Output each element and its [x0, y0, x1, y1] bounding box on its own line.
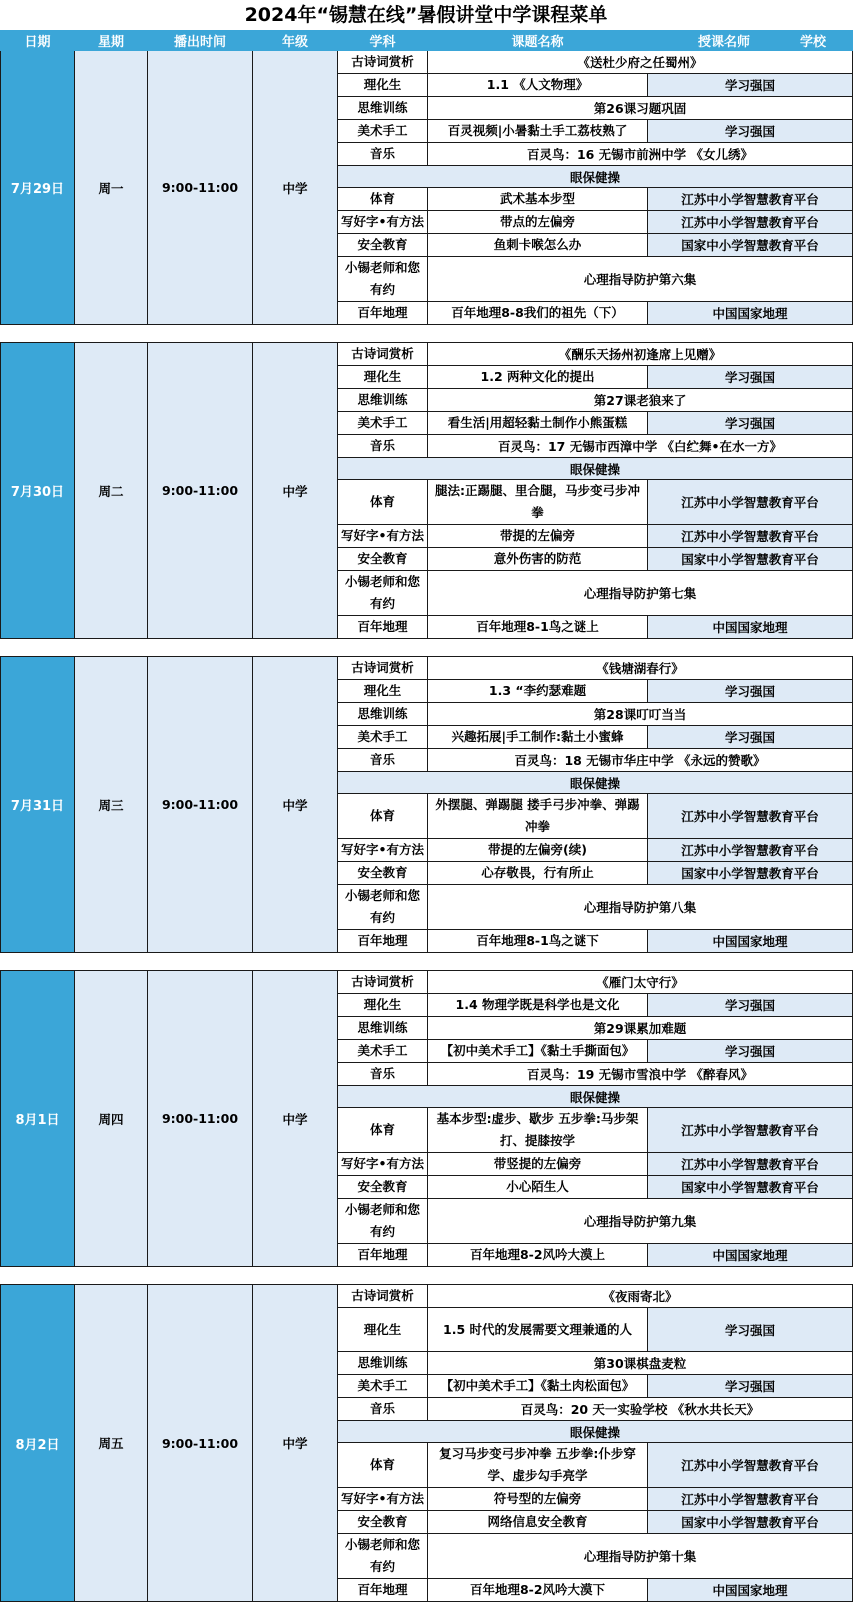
source-cell: 学习强国 — [648, 412, 853, 435]
topic-cell: 腿法:正踢腿、里合腿，马步变弓步冲拳 — [428, 480, 648, 525]
eye-exercise-cell: 眼保健操 — [338, 1086, 853, 1108]
subject-cell: 小锡老师和您有约 — [338, 257, 428, 302]
topic-cell: 心理指导防护第十集 — [428, 1534, 853, 1579]
day-gap — [1, 953, 853, 971]
header-row — [1, 31, 853, 51]
subject-cell: 小锡老师和您有约 — [338, 1534, 428, 1579]
topic-cell: 心存敬畏，行有所止 — [428, 862, 648, 885]
subject-cell: 安全教育 — [338, 234, 428, 257]
topic-cell: 1.2 两种文化的提出 — [428, 366, 648, 389]
course-row — [1, 657, 853, 680]
topic-cell: 心理指导防护第九集 — [428, 1199, 853, 1244]
topic-cell: 武术基本步型 — [428, 188, 648, 211]
topic-cell: 看生活|用超轻黏土制作小熊蛋糕 — [428, 412, 648, 435]
topic-cell: 1.4 物理学既是科学也是文化 — [428, 994, 648, 1017]
topic-cell: 《钱塘湖春行》 — [428, 657, 853, 680]
day-weekday: 周一 — [75, 51, 148, 325]
day-grade: 中学 — [253, 1285, 338, 1602]
day-grade: 中学 — [253, 343, 338, 639]
topic-cell: 百灵鸟：17 无锡市西漳中学 《白纻舞•在水一方》 — [428, 435, 853, 458]
header-date: 日期 — [1, 31, 75, 51]
header-teacher-school — [648, 31, 853, 51]
header-topic: 课题名称 — [428, 31, 648, 51]
eye-exercise-cell: 眼保健操 — [338, 458, 853, 480]
topic-cell: 意外伤害的防范 — [428, 548, 648, 571]
source-cell: 学习强国 — [648, 1040, 853, 1063]
subject-cell: 理化生 — [338, 74, 428, 97]
source-cell: 学习强国 — [648, 1308, 853, 1352]
subject-cell: 体育 — [338, 794, 428, 839]
subject-cell: 音乐 — [338, 1398, 428, 1421]
subject-cell: 思维训练 — [338, 1017, 428, 1040]
topic-cell: 《雁门太守行》 — [428, 971, 853, 994]
day-weekday: 周三 — [75, 657, 148, 953]
gap-cell — [1, 639, 853, 657]
source-cell: 国家中小学智慧教育平台 — [648, 1176, 853, 1199]
topic-cell: 百年地理8-1鸟之谜上 — [428, 616, 648, 639]
day-grade: 中学 — [253, 657, 338, 953]
subject-cell: 美术手工 — [338, 412, 428, 435]
subject-cell: 古诗词赏析 — [338, 657, 428, 680]
topic-cell: 带提的左偏旁 — [428, 525, 648, 548]
day-time: 9:00-11:00 — [148, 971, 253, 1267]
source-cell: 江苏中小学智慧教育平台 — [648, 1488, 853, 1511]
course-row — [1, 971, 853, 994]
topic-cell: 1.5 时代的发展需要文理兼通的人 — [428, 1308, 648, 1352]
day-gap — [1, 325, 853, 343]
subject-cell: 思维训练 — [338, 703, 428, 726]
topic-cell: 外摆腿、弹踢腿 搂手弓步冲拳、弹踢冲拳 — [428, 794, 648, 839]
topic-cell: 小心陌生人 — [428, 1176, 648, 1199]
source-cell: 中国国家地理 — [648, 616, 853, 639]
course-row — [1, 51, 853, 74]
topic-cell: 百年地理8-1鸟之谜下 — [428, 930, 648, 953]
day-date: 7月29日 — [1, 51, 75, 325]
subject-cell: 体育 — [338, 1443, 428, 1488]
subject-cell: 理化生 — [338, 366, 428, 389]
day-weekday: 周五 — [75, 1285, 148, 1602]
subject-cell: 音乐 — [338, 1063, 428, 1086]
subject-cell: 体育 — [338, 188, 428, 211]
topic-cell: 百灵鸟：18 无锡市华庄中学 《永远的赞歌》 — [428, 749, 853, 772]
topic-cell: 第30课棋盘麦粒 — [428, 1352, 853, 1375]
subject-cell: 古诗词赏析 — [338, 971, 428, 994]
source-cell: 学习强国 — [648, 1375, 853, 1398]
source-cell: 中国国家地理 — [648, 1579, 853, 1602]
source-cell: 中国国家地理 — [648, 1244, 853, 1267]
subject-cell: 写好字•有方法 — [338, 1153, 428, 1176]
subject-cell: 百年地理 — [338, 930, 428, 953]
day-gap — [1, 639, 853, 657]
gap-cell — [1, 953, 853, 971]
day-date: 7月30日 — [1, 343, 75, 639]
gap-cell — [1, 1267, 853, 1285]
subject-cell: 小锡老师和您有约 — [338, 1199, 428, 1244]
source-cell: 国家中小学智慧教育平台 — [648, 1511, 853, 1534]
topic-cell: 符号型的左偏旁 — [428, 1488, 648, 1511]
source-cell: 江苏中小学智慧教育平台 — [648, 1153, 853, 1176]
topic-cell: 第28课叮叮当当 — [428, 703, 853, 726]
topic-cell: 鱼刺卡喉怎么办 — [428, 234, 648, 257]
schedule-table — [0, 30, 853, 1602]
subject-cell: 写好字•有方法 — [338, 1488, 428, 1511]
source-cell: 江苏中小学智慧教育平台 — [648, 525, 853, 548]
topic-cell: 带点的左偏旁 — [428, 211, 648, 234]
topic-cell: 心理指导防护第七集 — [428, 571, 853, 616]
source-cell: 江苏中小学智慧教育平台 — [648, 211, 853, 234]
source-cell: 国家中小学智慧教育平台 — [648, 234, 853, 257]
topic-cell: 心理指导防护第六集 — [428, 257, 853, 302]
topic-cell: 百灵鸟：19 无锡市雪浪中学 《醉春风》 — [428, 1063, 853, 1086]
topic-cell: 第27课老狼来了 — [428, 389, 853, 412]
subject-cell: 思维训练 — [338, 1352, 428, 1375]
subject-cell: 安全教育 — [338, 1511, 428, 1534]
subject-cell: 音乐 — [338, 435, 428, 458]
source-cell: 国家中小学智慧教育平台 — [648, 548, 853, 571]
topic-cell: 心理指导防护第八集 — [428, 885, 853, 930]
day-grade: 中学 — [253, 51, 338, 325]
subject-cell: 古诗词赏析 — [338, 1285, 428, 1308]
topic-cell: 《送杜少府之任蜀州》 — [428, 51, 853, 74]
subject-cell: 古诗词赏析 — [338, 51, 428, 74]
day-weekday: 周二 — [75, 343, 148, 639]
subject-cell: 安全教育 — [338, 1176, 428, 1199]
day-time: 9:00-11:00 — [148, 1285, 253, 1602]
header-school: 学校 — [800, 35, 827, 50]
topic-cell: 百灵视频|小暑黏土手工荔枝熟了 — [428, 120, 648, 143]
header-subject: 学科 — [338, 31, 428, 51]
topic-cell: 带提的左偏旁(续) — [428, 839, 648, 862]
source-cell: 学习强国 — [648, 726, 853, 749]
source-cell: 学习强国 — [648, 366, 853, 389]
subject-cell: 安全教育 — [338, 862, 428, 885]
eye-exercise-cell: 眼保健操 — [338, 166, 853, 188]
course-row — [1, 343, 853, 366]
topic-cell: 基本步型:虚步、歇步 五步拳:马步架打、提膝按学 — [428, 1108, 648, 1153]
subject-cell: 安全教育 — [338, 548, 428, 571]
subject-cell: 思维训练 — [338, 389, 428, 412]
topic-cell: 第26课习题巩固 — [428, 97, 853, 120]
source-cell: 江苏中小学智慧教育平台 — [648, 1108, 853, 1153]
day-weekday: 周四 — [75, 971, 148, 1267]
header-teacher: 授课名师 — [698, 35, 751, 50]
subject-cell: 百年地理 — [338, 1244, 428, 1267]
topic-cell: 《酬乐天扬州初逢席上见赠》 — [428, 343, 853, 366]
topic-cell: 复习马步变弓步冲拳 五步拳:仆步穿学、虚步勾手亮学 — [428, 1443, 648, 1488]
course-row — [1, 1285, 853, 1308]
topic-cell: 1.3 “李约瑟难题 — [428, 680, 648, 703]
subject-cell: 古诗词赏析 — [338, 343, 428, 366]
eye-exercise-cell: 眼保健操 — [338, 772, 853, 794]
gap-cell — [1, 325, 853, 343]
topic-cell: 1.1 《人文物理》 — [428, 74, 648, 97]
subject-cell: 百年地理 — [338, 1579, 428, 1602]
topic-cell: 第29课累加难题 — [428, 1017, 853, 1040]
day-date: 8月1日 — [1, 971, 75, 1267]
subject-cell: 音乐 — [338, 749, 428, 772]
topic-cell: 兴趣拓展|手工制作:黏土小蜜蜂 — [428, 726, 648, 749]
subject-cell: 美术手工 — [338, 120, 428, 143]
topic-cell: 【初中美术手工】《黏土肉松面包》 — [428, 1375, 648, 1398]
topic-cell: 百年地理8-2风吟大漠上 — [428, 1244, 648, 1267]
subject-cell: 百年地理 — [338, 616, 428, 639]
subject-cell: 理化生 — [338, 1308, 428, 1352]
subject-cell: 理化生 — [338, 680, 428, 703]
subject-cell: 写好字•有方法 — [338, 525, 428, 548]
topic-cell: 百灵鸟：20 天一实验学校 《秋水共长天》 — [428, 1398, 853, 1421]
eye-exercise-cell: 眼保健操 — [338, 1421, 853, 1443]
subject-cell: 体育 — [338, 480, 428, 525]
day-date: 7月31日 — [1, 657, 75, 953]
day-gap — [1, 1267, 853, 1285]
source-cell: 中国国家地理 — [648, 930, 853, 953]
subject-cell: 小锡老师和您有约 — [338, 571, 428, 616]
topic-cell: 网络信息安全教育 — [428, 1511, 648, 1534]
source-cell: 江苏中小学智慧教育平台 — [648, 839, 853, 862]
source-cell: 江苏中小学智慧教育平台 — [648, 480, 853, 525]
page-title: 2024年“锡慧在线”暑假讲堂中学课程菜单 — [244, 4, 608, 26]
subject-cell: 美术手工 — [338, 1375, 428, 1398]
subject-cell: 小锡老师和您有约 — [338, 885, 428, 930]
header-grade: 年级 — [253, 31, 338, 51]
subject-cell: 百年地理 — [338, 302, 428, 325]
source-cell: 学习强国 — [648, 680, 853, 703]
subject-cell: 美术手工 — [338, 1040, 428, 1063]
source-cell: 学习强国 — [648, 120, 853, 143]
subject-cell: 体育 — [338, 1108, 428, 1153]
source-cell: 江苏中小学智慧教育平台 — [648, 1443, 853, 1488]
header-weekday: 星期 — [75, 31, 148, 51]
subject-cell: 理化生 — [338, 994, 428, 1017]
day-time: 9:00-11:00 — [148, 51, 253, 325]
day-time: 9:00-11:00 — [148, 657, 253, 953]
subject-cell: 写好字•有方法 — [338, 211, 428, 234]
source-cell: 学习强国 — [648, 74, 853, 97]
day-date: 8月2日 — [1, 1285, 75, 1602]
source-cell: 江苏中小学智慧教育平台 — [648, 188, 853, 211]
topic-cell: 《夜雨寄北》 — [428, 1285, 853, 1308]
day-grade: 中学 — [253, 971, 338, 1267]
topic-cell: 【初中美术手工】《黏土手撕面包》 — [428, 1040, 648, 1063]
day-time: 9:00-11:00 — [148, 343, 253, 639]
subject-cell: 美术手工 — [338, 726, 428, 749]
source-cell: 国家中小学智慧教育平台 — [648, 862, 853, 885]
subject-cell: 思维训练 — [338, 97, 428, 120]
topic-cell: 百灵鸟：16 无锡市前洲中学 《女儿绣》 — [428, 143, 853, 166]
source-cell: 江苏中小学智慧教育平台 — [648, 794, 853, 839]
subject-cell: 写好字•有方法 — [338, 839, 428, 862]
source-cell: 中国国家地理 — [648, 302, 853, 325]
topic-cell: 带竖提的左偏旁 — [428, 1153, 648, 1176]
source-cell: 学习强国 — [648, 994, 853, 1017]
topic-cell: 百年地理8-8我们的祖先（下） — [428, 302, 648, 325]
header-time: 播出时间 — [148, 31, 253, 51]
topic-cell: 百年地理8-2风吟大漠下 — [428, 1579, 648, 1602]
subject-cell: 音乐 — [338, 143, 428, 166]
